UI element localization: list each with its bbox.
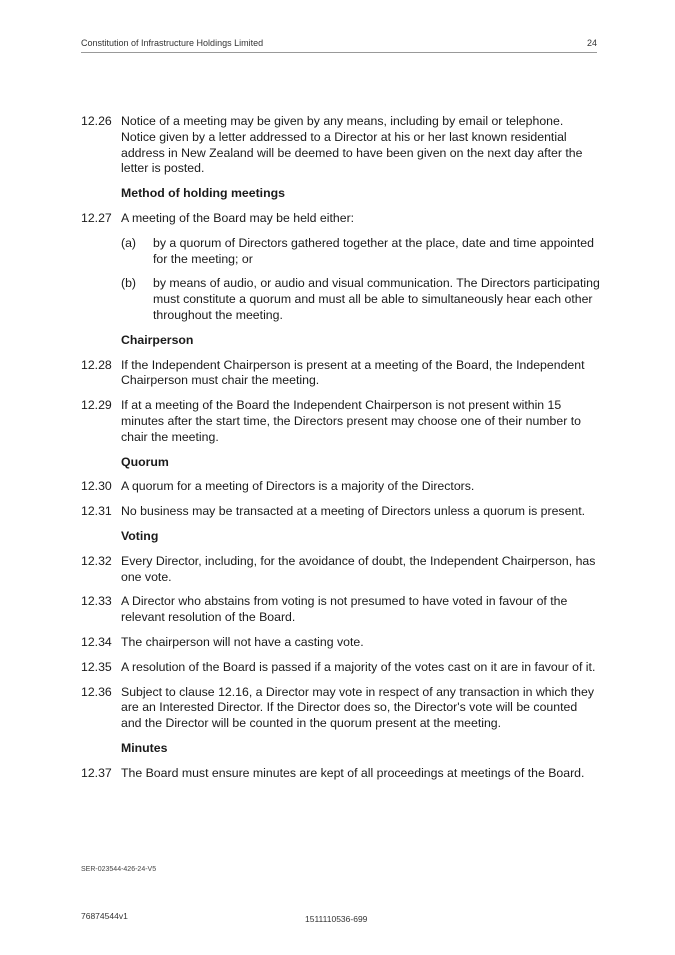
clause-text: Every Director, including, for the avoidance of doubt, the Independent Chairperson, has one vote. [121,553,596,584]
clause-12-33 [81,594,601,626]
clause-12-27 [81,211,601,227]
clause-12-28 [81,358,601,390]
clause-12-31 [81,504,601,520]
clause-text: If at a meeting of the Board the Independent Chairperson is not present within 15 minutes after the start time, the Directors present may choose one of their number to chair the meeting. [121,398,581,444]
clause-text: A resolution of the Board is passed if a majority of the votes cast on it are in favour of it. [121,659,596,674]
clause-text: The Board must ensure minutes are kept of all proceedings at meetings of the Board. [121,765,585,780]
clause-number: 12.32 [81,553,112,568]
clause-number: 12.35 [81,659,112,674]
page-number: 24 [586,38,597,48]
clause-12-34 [81,635,601,651]
clause-12-32 [81,554,601,586]
clause-number: 12.28 [81,357,112,372]
subclause-12-27-a [81,236,601,268]
subclause-12-27-b [81,276,601,323]
clause-12-26 [81,114,601,177]
document-title: Constitution of Infrastructure Holdings Limited [81,38,264,48]
clause-12-37 [81,766,601,782]
clause-number: 12.31 [81,504,112,519]
clause-number: 12.36 [81,684,112,699]
clause-text: No business may be transacted at a meeting of Directors unless a quorum is present. [121,504,586,519]
subclause-letter: (b) [121,276,137,291]
subclause-letter: (a) [121,235,137,250]
clause-text: A meeting of the Board may be held either: [121,210,355,225]
clause-12-35 [81,660,601,676]
document-reference: SER-023544-426-24-V5 [81,866,157,873]
clause-text: A quorum for a meeting of Directors is a majority of the Directors. [121,479,475,494]
clause-number: 12.27 [81,210,112,225]
clause-text: Notice of a meeting may be given by any means, including by email or telephone. Notice given by a letter addressed to a Director at his or her last known residential address in New Zealand will be deemed to have been given on the next day after the letter is posted. [121,114,583,176]
clause-12-29 [81,398,601,445]
clause-12-30 [81,479,601,495]
matter-id: 1511110536-699 [305,914,368,924]
clause-12-36 [81,685,601,732]
subclause-text: by a quorum of Directors gathered together at the place, date and time appointed for the meeting; or [153,235,594,266]
subclause-text: by means of audio, or audio and visual communication. The Directors participating must constitute a quorum and must all be able to simultaneously hear each other throughout the meeting. [153,276,600,322]
clause-number: 12.26 [81,114,112,128]
clause-text: Subject to clause 12.16, a Director may vote in respect of any transaction in which they are an Interested Director. If the Director does so, the Director's vote will be counted and the Director will be counted in the quorum present at the meeting. [121,684,594,731]
section-heading-voting: Voting [121,528,159,543]
clause-number: 12.33 [81,594,112,609]
clause-text: The chairperson will not have a casting vote. [121,634,364,649]
section-heading-chairperson: Chairperson [121,332,194,347]
document-body [81,114,601,791]
document-id: 76874544v1 [81,911,128,921]
clause-number: 12.30 [81,479,112,494]
clause-number: 12.29 [81,398,112,413]
clause-text: If the Independent Chairperson is present at a meeting of the Board, the Independent Chairperson must chair the meeting. [121,357,585,388]
section-heading-minutes: Minutes [121,740,168,755]
section-heading-method: Method of holding meetings [121,186,285,201]
clause-number: 12.37 [81,765,112,780]
clause-number: 12.34 [81,634,112,649]
clause-text: A Director who abstains from voting is not presumed to have voted in favour of the relevant resolution of the Board. [121,594,568,625]
header-divider [81,52,597,53]
section-heading-quorum: Quorum [121,454,169,469]
